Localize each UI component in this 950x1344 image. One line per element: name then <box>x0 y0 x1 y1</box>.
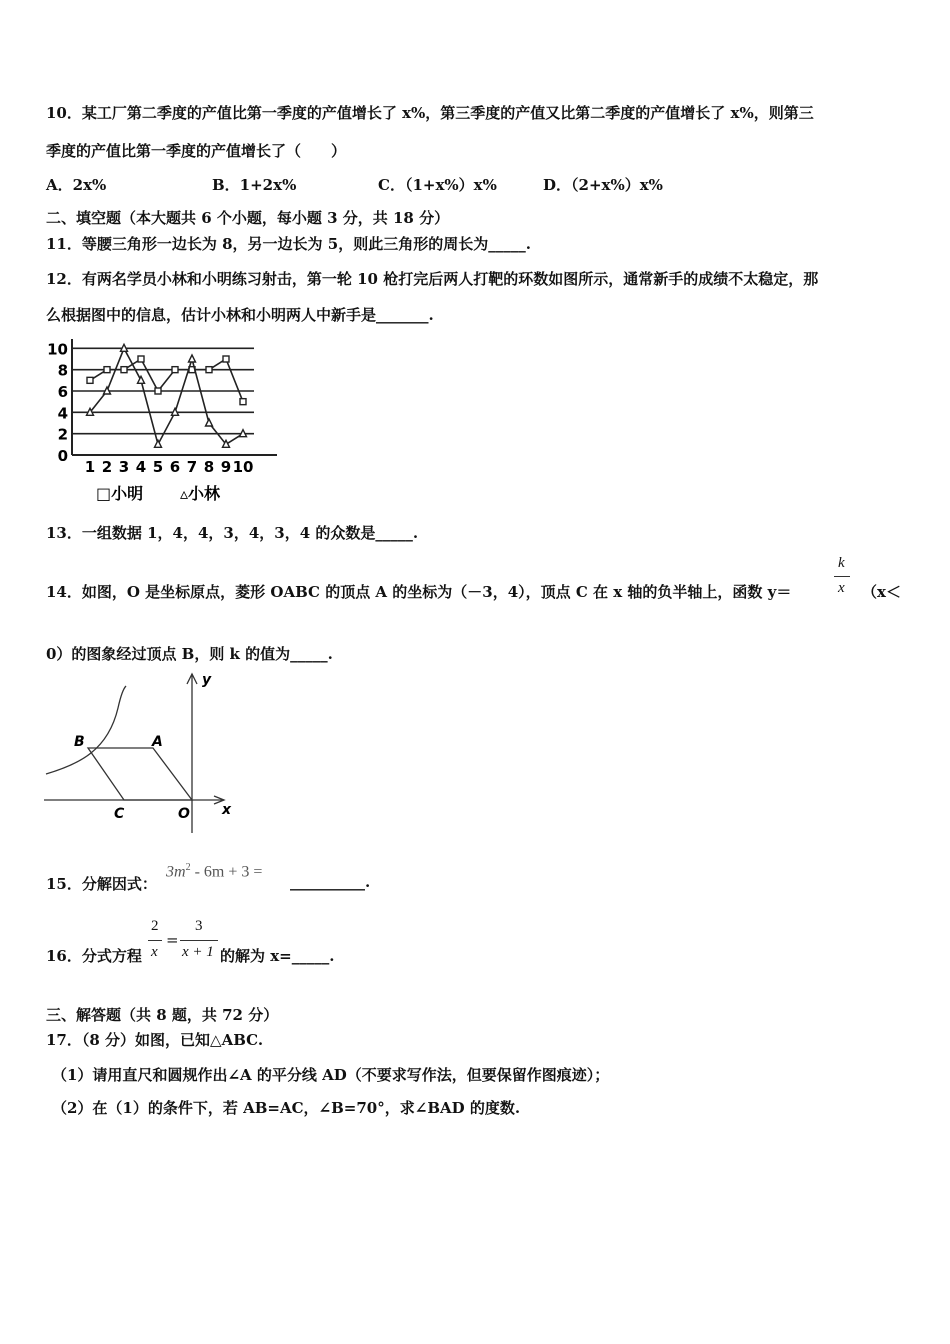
point-c-label: C <box>114 806 125 822</box>
chart-legend-xiaolin: ▵小林 <box>180 484 221 503</box>
q10-option-d: D．（2+x%）x% <box>543 176 663 194</box>
chart-point-xiaolin <box>189 355 196 362</box>
hyperbola-curve <box>46 686 126 774</box>
chart-x-tick-label: 9 <box>220 458 232 476</box>
chart-point-xiaoming <box>87 377 93 383</box>
q16-fraction-right <box>180 918 220 966</box>
chart-point-xiaoming <box>138 356 144 362</box>
chart-y-tick-label: 4 <box>57 404 68 423</box>
q11-text: 11．等腰三角形一边长为 8，另一边长为 5，则此三角形的周长为_____. <box>46 235 531 253</box>
q10-line2: 季度的产值比第一季度的产值增长了（ ） <box>46 142 347 160</box>
chart-point-xiaoming <box>240 399 246 405</box>
chart-point-xiaolin <box>240 430 247 437</box>
point-o-label: O <box>178 806 190 822</box>
q10-line1: 10．某工厂第二季度的产值比第一季度的产值增长了 x%，第三季度的产值又比第二季度的产值增长了 x%，则第三 <box>46 104 814 122</box>
q10-option-a: A．2x% <box>46 176 107 194</box>
chart-point-xiaolin <box>206 419 213 426</box>
chart-point-xiaoming <box>206 367 212 373</box>
chart-point-xiaolin <box>172 408 179 415</box>
chart-x-tick-label: 6 <box>169 458 181 476</box>
q16-suffix: 的解为 x=_____. <box>220 947 335 965</box>
y-axis-label: y <box>202 672 212 688</box>
rhombus-oabc <box>88 748 192 800</box>
q15-expr-exponent: 2 <box>185 862 191 873</box>
chart-y-tick-label: 6 <box>57 383 68 401</box>
q10-option-c: C．（1+x%）x% <box>378 176 497 194</box>
section3-heading: 三、解答题（共 8 题，共 72 分） <box>46 1006 279 1024</box>
q13-text: 13．一组数据 1，4，4，3，4，3，4 的众数是_____. <box>46 524 419 542</box>
chart-legend-xiaoming: □小明 <box>96 484 144 503</box>
q16-f1-denominator: x <box>151 944 158 960</box>
q16-f1-numerator: 2 <box>151 918 159 934</box>
q12-line1: 12．有两名学员小林和小明练习射击，第一轮 10 枪打完后两人打靶的环数如图所示，通常新手的成绩不太稳定，那 <box>46 270 819 288</box>
q16-prefix: 16．分式方程 <box>46 947 142 965</box>
chart-x-tick-label: 10 <box>232 458 254 476</box>
q16-f1-bar <box>148 940 162 941</box>
chart-y-tick-label: 2 <box>57 425 68 444</box>
rhombus-figure <box>40 668 240 838</box>
q16-f2-numerator: 3 <box>195 918 203 934</box>
chart-point-xiaolin <box>121 344 128 351</box>
q12-line2: 么根据图中的信息，估计小林和小明两人中新手是_______. <box>46 306 434 324</box>
q17-part1: （1）请用直尺和圆规作出∠A 的平分线 AD（不要求写作法，但要保留作图痕迹）； <box>52 1066 610 1084</box>
section2-heading: 二、填空题（本大题共 6 个小题，每小题 3 分，共 18 分） <box>46 209 450 227</box>
q16-f2-denominator: x + 1 <box>182 944 214 960</box>
q15-expression <box>166 862 262 881</box>
q15-blank: __________. <box>290 873 371 891</box>
chart-point-xiaoming <box>223 356 229 362</box>
q10-option-b: B．1+2x% <box>212 176 297 194</box>
chart-point-xiaoming <box>172 367 178 373</box>
q14-frac-numerator: k <box>838 555 845 571</box>
chart-y-tick-label: 8 <box>57 361 68 380</box>
q14-frac-denominator: x <box>838 580 845 596</box>
q17-line1: 17．（8 分）如图，已知△ABC. <box>46 1031 264 1049</box>
chart-x-tick-label: 4 <box>135 458 147 476</box>
point-a-label: A <box>152 734 163 750</box>
point-b-label: B <box>74 734 85 750</box>
q14-fraction <box>834 555 852 601</box>
chart-series-line-xiaoming <box>90 359 243 402</box>
q15-expr-b: - 6m + 3 = <box>190 863 263 881</box>
q14-frac-bar <box>834 576 850 577</box>
chart-x-tick-label: 3 <box>118 458 130 476</box>
chart-point-xiaoming <box>121 367 127 373</box>
x-axis-label: x <box>222 802 232 818</box>
q14-line2: 0）的图象经过顶点 B，则 k 的值为_____. <box>46 645 333 663</box>
chart-x-tick-label: 7 <box>186 458 198 476</box>
q16-equals: = <box>166 931 179 949</box>
chart-point-xiaolin <box>104 387 111 394</box>
chart-point-xiaoming <box>104 367 110 373</box>
q15-prefix: 15．分解因式： <box>46 875 157 893</box>
q17-part2: （2）在（1）的条件下，若 AB=AC，∠B=70°，求∠BAD 的度数. <box>52 1099 521 1117</box>
chart-y-tick-label: 0 <box>57 447 68 465</box>
q14-line1-post: （x＜ <box>862 583 901 601</box>
q16-f2-bar <box>180 940 218 941</box>
chart-x-tick-label: 2 <box>101 458 113 476</box>
q16-fraction-left <box>148 918 164 966</box>
chart-x-tick-label: 1 <box>84 458 96 476</box>
chart-y-tick-label: 10 <box>47 340 68 359</box>
chart-x-tick-label: 5 <box>152 458 164 476</box>
chart-x-tick-label: 8 <box>203 458 215 476</box>
q14-line1-pre: 14．如图，O 是坐标原点，菱形 OABC 的顶点 A 的坐标为（－3，4），顶点 C 在 x 轴的负半轴上，函数 y＝ <box>46 583 792 601</box>
q15-expr-a: 3m <box>166 863 186 881</box>
chart-point-xiaoming <box>155 388 161 394</box>
shooting-score-chart <box>40 335 290 505</box>
